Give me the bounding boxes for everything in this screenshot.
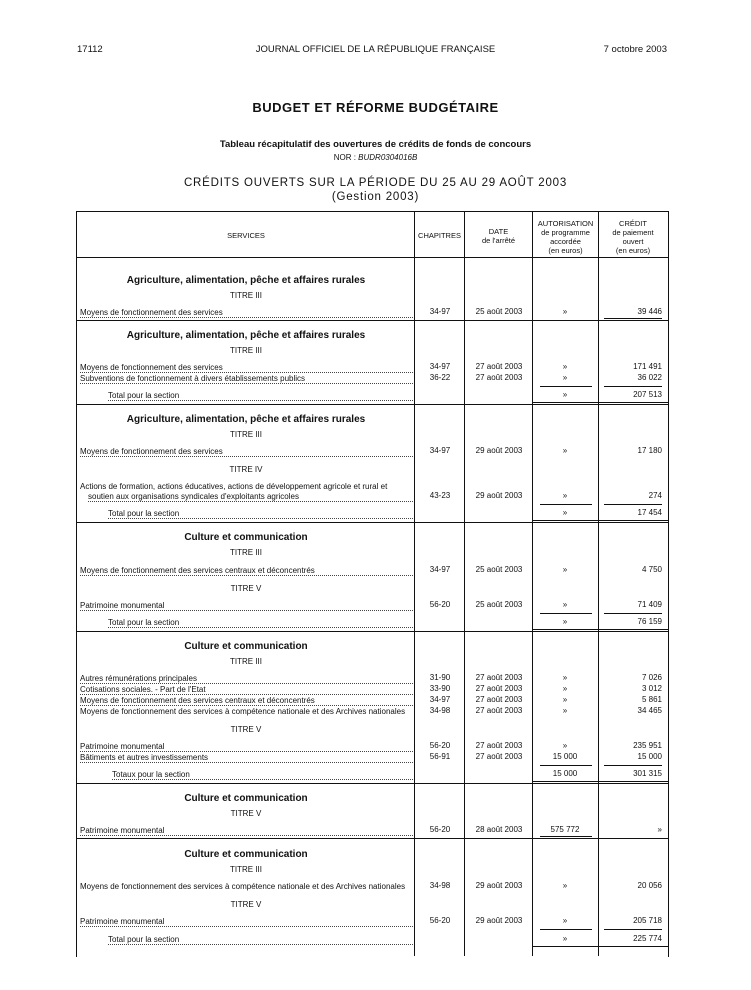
section-title: Agriculture, alimentation, pêche et affaires rurales	[126, 330, 366, 341]
date-cell: 27 août 2003	[475, 362, 523, 371]
credit-cell: 171 491	[633, 362, 662, 371]
credit-cell: 7 026	[641, 673, 662, 682]
header-rule	[76, 257, 668, 258]
autorisation-cell: »	[562, 491, 568, 500]
autorisation-cell: 575 772	[550, 825, 580, 834]
credit-cell: 15 000	[637, 752, 662, 761]
chapitre-cell: 31-90	[429, 673, 451, 682]
chapitre-cell: 56-20	[429, 741, 451, 750]
service-label: Cotisations sociales. - Part de l'Etat	[80, 684, 413, 695]
col-header-cred-l1: CRÉDIT	[619, 219, 647, 228]
autorisation-cell: »	[562, 695, 568, 704]
section-separator	[76, 404, 668, 405]
total-autorisation: »	[562, 934, 568, 943]
service-label: Moyens de fonctionnement des services centraux et déconcentrés	[80, 565, 413, 576]
chapitre-cell: 34-98	[429, 881, 451, 890]
service-label: Moyens de fonctionnement des services à compétence nationale et des Archives nationales	[80, 882, 406, 891]
credit-cell: 39 446	[637, 307, 662, 316]
section-separator	[76, 320, 668, 321]
total-credit: 225 774	[633, 934, 662, 943]
col-header-cred-l3: ouvert	[622, 237, 644, 246]
titre-label: TITRE III	[230, 291, 262, 300]
col-header-services: SERVICES	[227, 231, 265, 240]
autorisation-cell: »	[562, 565, 568, 574]
underline	[540, 613, 592, 614]
col-divider	[464, 211, 465, 956]
titre-label: TITRE V	[230, 809, 262, 818]
date-cell: 27 août 2003	[475, 673, 523, 682]
total-autorisation: 15 000	[552, 769, 578, 778]
section-title: Agriculture, alimentation, pêche et affaires rurales	[126, 414, 366, 425]
date-cell: 29 août 2003	[475, 491, 523, 500]
section-title: Agriculture, alimentation, pêche et affaires rurales	[126, 275, 366, 286]
underline	[604, 504, 662, 505]
date-cell: 25 août 2003	[475, 307, 523, 316]
total-label: Totaux pour la section	[112, 769, 413, 780]
service-label: Autres rémunérations principales	[80, 673, 413, 684]
credit-cell: 34 465	[637, 706, 662, 715]
autorisation-cell: »	[562, 373, 568, 382]
service-label: Patrimoine monumental	[80, 741, 413, 752]
underline	[540, 386, 592, 387]
date-cell: 29 août 2003	[475, 446, 523, 455]
total-credit: 207 513	[633, 390, 662, 399]
credit-cell: »	[657, 825, 662, 834]
service-label: Moyens de fonctionnement des services à compétence nationale et des Archives nationales	[80, 707, 406, 716]
total-autorisation: »	[562, 617, 568, 626]
chapitre-cell: 34-97	[429, 362, 451, 371]
credit-cell: 3 012	[641, 684, 662, 693]
total-rule	[532, 402, 668, 403]
service-label: Moyens de fonctionnement des services	[80, 362, 413, 373]
autorisation-cell: »	[562, 741, 568, 750]
section-separator	[76, 838, 668, 839]
col-divider	[532, 211, 533, 956]
section-title: Culture et communication	[184, 849, 308, 860]
chapitre-cell: 34-98	[429, 706, 451, 715]
credit-cell: 36 022	[637, 373, 662, 382]
credit-cell: 20 056	[637, 881, 662, 890]
autorisation-cell: »	[562, 881, 568, 890]
section-title: Culture et communication	[184, 532, 308, 543]
service-label: Subventions de fonctionnement à divers établissements publics	[80, 373, 413, 384]
date-cell: 27 août 2003	[475, 684, 523, 693]
autorisation-cell: »	[562, 673, 568, 682]
section-separator	[76, 783, 668, 784]
col-header-date-l1: DATE	[488, 227, 509, 236]
titre-label: TITRE V	[230, 900, 262, 909]
autorisation-cell: »	[562, 706, 568, 715]
underline	[604, 613, 662, 614]
col-divider	[414, 211, 415, 956]
col-divider	[598, 211, 599, 956]
date-cell: 27 août 2003	[475, 706, 523, 715]
titre-label: TITRE V	[230, 725, 262, 734]
titre-label: TITRE III	[230, 346, 262, 355]
underline	[540, 765, 592, 766]
section-separator	[76, 631, 668, 632]
credit-cell: 71 409	[637, 600, 662, 609]
credit-cell: 17 180	[637, 446, 662, 455]
period-line-2: (Gestion 2003)	[331, 191, 420, 203]
autorisation-cell: »	[562, 362, 568, 371]
date-cell: 27 août 2003	[475, 695, 523, 704]
autorisation-cell: »	[562, 446, 568, 455]
document-subtitle: Tableau récapitulatif des ouvertures de crédits de fonds de concours	[219, 139, 532, 150]
service-label: Moyens de fonctionnement des services	[80, 307, 413, 318]
total-rule	[532, 781, 668, 782]
section-title: Culture et communication	[184, 793, 308, 804]
publication-date: 7 octobre 2003	[603, 44, 667, 55]
titre-label: TITRE III	[230, 548, 262, 557]
total-label: Total pour la section	[108, 390, 413, 401]
credit-cell: 4 750	[641, 565, 662, 574]
col-header-auth-l2: de programme	[541, 228, 590, 237]
col-header-date-l2: de l'arrêté	[481, 236, 516, 245]
service-label: soutien aux organisations syndicales d'exploitants agricoles	[88, 491, 413, 502]
col-header-credit	[599, 219, 667, 255]
total-autorisation: »	[562, 390, 568, 399]
chapitre-cell: 56-20	[429, 600, 451, 609]
titre-label: TITRE V	[230, 584, 262, 593]
nor-value: BUDR0304016B	[358, 153, 418, 162]
nor-label: NOR :	[333, 153, 356, 162]
autorisation-cell: 15 000	[552, 752, 578, 761]
col-header-cred-l4: (en euros)	[615, 246, 651, 255]
date-cell: 27 août 2003	[475, 373, 523, 382]
chapitre-cell: 56-20	[429, 916, 451, 925]
total-label: Total pour la section	[108, 934, 413, 945]
date-cell: 25 août 2003	[475, 600, 523, 609]
chapitre-cell: 43-23	[429, 491, 451, 500]
total-credit: 17 454	[637, 508, 662, 517]
credit-cell: 5 861	[641, 695, 662, 704]
total-rule	[532, 946, 668, 947]
service-label: Moyens de fonctionnement des services centraux et déconcentrés	[80, 695, 413, 706]
service-label: Patrimoine monumental	[80, 825, 413, 836]
document-title: BUDGET ET RÉFORME BUDGÉTAIRE	[252, 100, 499, 115]
total-label: Total pour la section	[108, 617, 413, 628]
total-label: Total pour la section	[108, 508, 413, 519]
date-cell: 27 août 2003	[475, 752, 523, 761]
autorisation-cell: »	[562, 916, 568, 925]
chapitre-cell: 56-91	[429, 752, 451, 761]
total-credit: 76 159	[637, 617, 662, 626]
credit-cell: 235 951	[633, 741, 662, 750]
chapitre-cell: 36-22	[429, 373, 451, 382]
col-header-auth-l1: AUTORISATION	[537, 219, 594, 228]
titre-label: TITRE III	[230, 865, 262, 874]
date-cell: 28 août 2003	[475, 825, 523, 834]
autorisation-cell: »	[562, 307, 568, 316]
titre-label: TITRE III	[230, 657, 262, 666]
autorisation-cell: »	[562, 600, 568, 609]
nor-reference	[0, 153, 751, 162]
period-heading	[0, 176, 751, 204]
service-label-line: Actions de formation, actions éducatives, actions de développement agricole et rural et	[80, 482, 388, 491]
date-cell: 29 août 2003	[475, 881, 523, 890]
date-cell: 25 août 2003	[475, 565, 523, 574]
col-header-auth-l4: (en euros)	[548, 246, 583, 255]
underline	[604, 386, 662, 387]
page-number: 17112	[77, 44, 103, 55]
service-label: Patrimoine monumental	[80, 600, 413, 611]
section-title: Culture et communication	[184, 641, 308, 652]
col-header-cred-l2: de paiement	[612, 228, 654, 237]
total-rule	[532, 629, 668, 630]
date-cell: 27 août 2003	[475, 741, 523, 750]
service-label: Patrimoine monumental	[80, 916, 413, 927]
chapitre-cell: 34-97	[429, 446, 451, 455]
date-cell: 29 août 2003	[475, 916, 523, 925]
period-line-1: CRÉDITS OUVERTS SUR LA PÉRIODE DU 25 AU 29 AOÛT 2003	[183, 177, 568, 189]
col-header-auth-l3: accordée	[550, 237, 581, 246]
chapitre-cell: 34-97	[429, 565, 451, 574]
total-rule	[532, 520, 668, 521]
underline	[604, 318, 662, 319]
credit-cell: 274	[648, 491, 662, 500]
underline	[604, 765, 662, 766]
service-label: Moyens de fonctionnement des services	[80, 446, 413, 457]
service-label: Bâtiments et autres investissements	[80, 752, 413, 763]
autorisation-cell: »	[562, 684, 568, 693]
col-header-chapitres: CHAPITRES	[418, 231, 461, 240]
col-header-autorisation	[533, 219, 598, 255]
col-header-date	[465, 227, 532, 245]
underline	[540, 836, 592, 837]
total-autorisation: »	[562, 508, 568, 517]
underline	[604, 929, 662, 930]
credit-cell: 205 718	[633, 916, 662, 925]
underline	[540, 504, 592, 505]
total-credit: 301 315	[633, 769, 662, 778]
chapitre-cell: 34-97	[429, 307, 451, 316]
chapitre-cell: 33-90	[429, 684, 451, 693]
underline	[540, 929, 592, 930]
journal-name: JOURNAL OFFICIEL DE LA RÉPUBLIQUE FRANÇAISE	[255, 44, 496, 55]
chapitre-cell: 34-97	[429, 695, 451, 704]
chapitre-cell: 56-20	[429, 825, 451, 834]
titre-label: TITRE IV	[229, 465, 263, 474]
titre-label: TITRE III	[230, 430, 262, 439]
section-separator	[76, 522, 668, 523]
